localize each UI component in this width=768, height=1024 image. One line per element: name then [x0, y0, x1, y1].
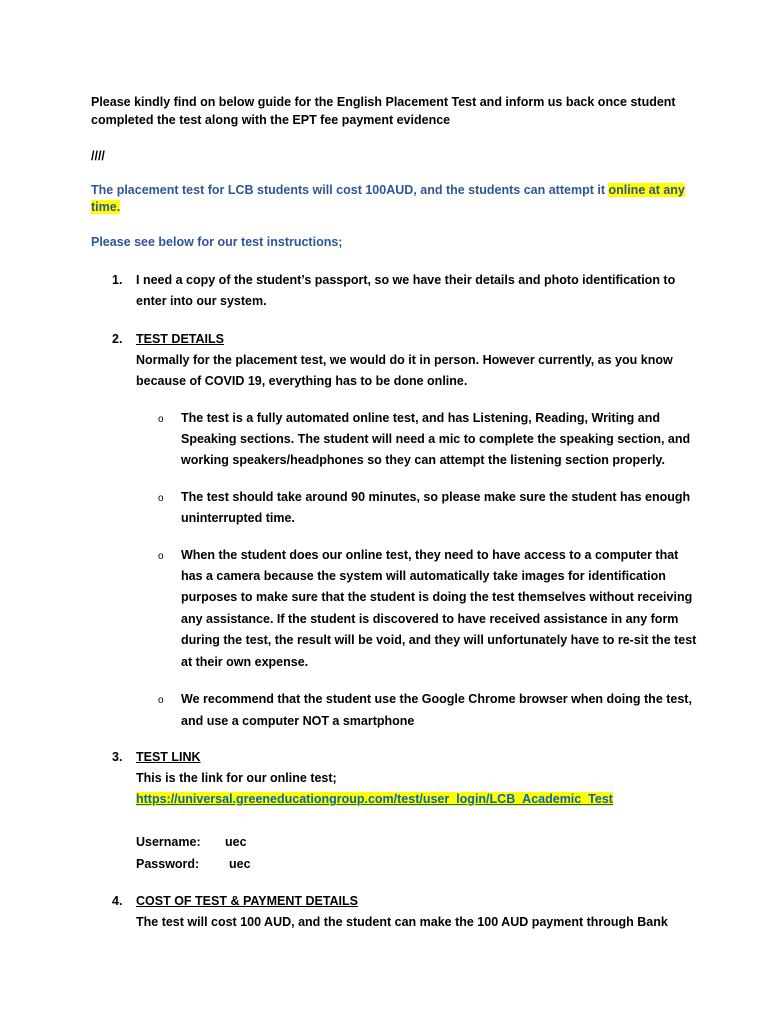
password-label: Password: [136, 857, 200, 871]
notice-highlight-2: time. [91, 200, 121, 214]
bullet-4-line-2 [181, 711, 414, 733]
instructions-heading: Please see below for our test instructions; [91, 235, 343, 249]
item-4-text-2: , and the student can make the [291, 915, 478, 929]
separator: //// [91, 149, 105, 163]
bullet-2-line-1 [181, 487, 690, 509]
bullet-1-line-2 [181, 429, 690, 451]
item-3-line-1: This is the link for our online test; [136, 771, 337, 785]
bullet-1-text: The test is a fully automated online test, and has [181, 411, 473, 425]
bullet-1-emph-3: mic to complete the speaking section [438, 432, 661, 446]
item-4-text-3: payment through Bank [528, 915, 668, 929]
test-link-row [136, 789, 613, 811]
bullet-1-line-3 [181, 450, 665, 472]
bullet-4-emph: Google Chrome browser [421, 692, 568, 706]
notice-highlight: online at any [608, 183, 685, 197]
bullet-3-emph: have access to a computer that [492, 548, 679, 562]
bullet-2-text: The test should take around [181, 490, 352, 504]
notice-text: The placement test for LCB students will cost [91, 183, 366, 197]
item-4-emph: 100 AUD [240, 915, 292, 929]
item-3-heading: TEST LINK [136, 750, 201, 764]
bullet-1-text-4: working [181, 453, 233, 467]
bullet-4-text: We recommend that the student use the [181, 692, 422, 706]
bullet-3-line-1 [181, 545, 678, 567]
bullet-4-text-3: and use a [181, 714, 243, 728]
item-1-text-b: copy of the student’s passport [186, 273, 368, 287]
notice-line-2 [91, 197, 120, 219]
bullet-2-text-2: , so please make sure the student has enough [416, 490, 691, 504]
intro-line-2: completed the test along with the EPT fee payment evidence [91, 113, 451, 127]
bullet-1-text-2: . The student will need a [290, 432, 439, 446]
bullet-icon: o [158, 695, 164, 706]
bullet-3-line-4: any assistance. If the student is discovered to have received assistance in any form [181, 612, 679, 626]
bullet-1-line-1 [181, 408, 660, 430]
bullet-2-line-2: uninterrupted time. [181, 511, 295, 525]
test-link[interactable]: https://universal.greeneducationgroup.com/test/user_login/LCB_Academic_Test [136, 792, 613, 806]
bullet-2-emph: 90 minutes [351, 490, 417, 504]
bullet-icon: o [158, 551, 164, 562]
bullet-1-emph-2: Speaking sections [181, 432, 291, 446]
bullet-3-line-5: during the test, the result will be void, and they will unfortunately have to re-sit the test [181, 633, 697, 647]
notice-line-1 [91, 180, 685, 202]
password-value: uec [229, 857, 251, 871]
bullet-1-text-5: so they can attempt the listening section properly. [363, 453, 665, 467]
item-4-heading: COST OF TEST & PAYMENT DETAILS [136, 894, 359, 908]
item-1-text-a: I need a [136, 273, 187, 287]
item-2-heading: TEST DETAILS [136, 332, 224, 346]
username-label: Username: [136, 835, 201, 849]
bullet-4-emph-2: computer NOT a smartphone [242, 714, 415, 728]
item-1-number: 1. [112, 273, 123, 287]
item-2-line-2: because of COVID 19, everything has to be done online. [136, 374, 468, 388]
username-value: uec [225, 835, 247, 849]
intro-line-1: Please kindly find on below guide for the English Placement Test and inform us back once student [91, 95, 676, 109]
item-4-emph-2: 100 AUD [477, 915, 529, 929]
bullet-3-text: When the student does our online test, they need to [181, 548, 493, 562]
bullet-3-line-6: at their own expense. [181, 655, 309, 669]
item-1-line-2: enter into our system. [136, 294, 267, 308]
item-4-line-1 [136, 912, 668, 934]
bullet-icon: o [158, 493, 164, 504]
bullet-1-text-3: , and [660, 432, 691, 446]
bullet-3-line-2: has a camera because the system will automatically take images for identification [181, 569, 666, 583]
item-4-number: 4. [112, 894, 123, 908]
item-4-text: The test will cost [136, 915, 241, 929]
item-2-line-1: Normally for the placement test, we would do it in person. However currently, as you know [136, 353, 673, 367]
bullet-3-line-3: purposes to make sure that the student is doing the test themselves without receiving [181, 590, 693, 604]
item-2-number: 2. [112, 332, 123, 346]
bullet-4-line-1 [181, 689, 692, 711]
item-1-text-c: , so we have their details and photo identification to [367, 273, 676, 287]
bullet-1-emph: Listening, Reading, Writing and [472, 411, 661, 425]
item-1-line-1 [136, 270, 675, 292]
notice-cost: 100AUD [365, 183, 414, 197]
bullet-4-text-2: when doing the test, [567, 692, 692, 706]
bullet-1-emph-4: speakers/headphones [232, 453, 364, 467]
item-3-number: 3. [112, 750, 123, 764]
bullet-icon: o [158, 414, 164, 425]
notice-text-2: , and the students can attempt it [413, 183, 609, 197]
